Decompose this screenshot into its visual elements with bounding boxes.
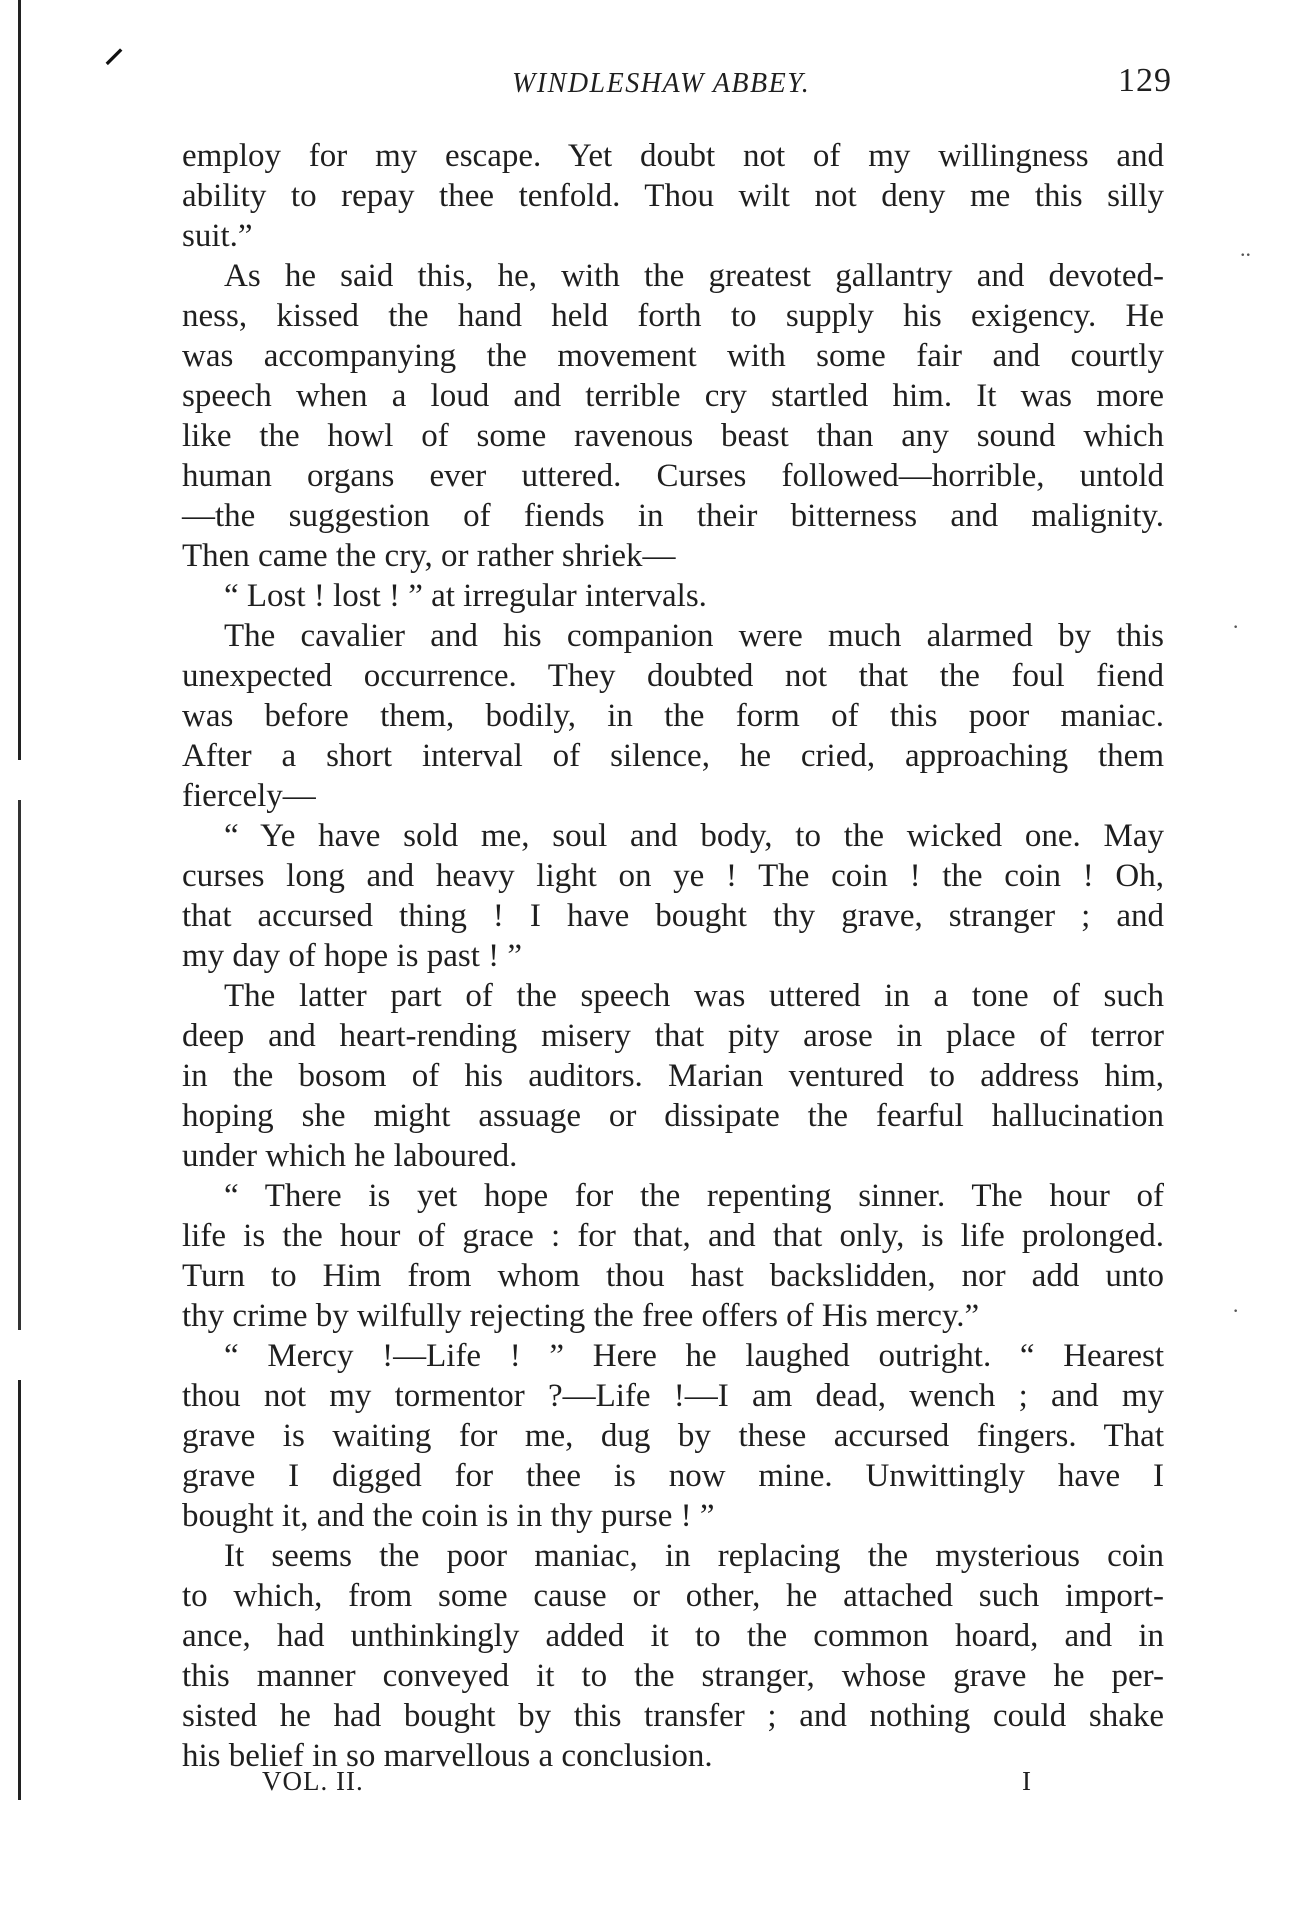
text-line: hoping she might assuage or dissipate the fearful hallucination: [182, 1098, 1164, 1134]
text-line: Turn to Him from whom thou hast backslidden, nor add unto: [182, 1258, 1164, 1294]
text-line: to which, from some cause or other, he attached such import-: [182, 1578, 1164, 1614]
text-line: —the suggestion of fiends in their bitterness and malignity.: [182, 498, 1164, 534]
text-line: was accompanying the movement with some fair and courtly: [182, 338, 1164, 374]
text-line: “ Ye have sold me, soul and body, to the wicked one. May: [224, 818, 1164, 854]
body-text: [182, 136, 1164, 1776]
volume-label: VOL. II.: [262, 1766, 364, 1796]
text-line: life is the hour of grace : for that, and that only, is life prolonged.: [182, 1218, 1164, 1254]
paragraph: [182, 816, 1164, 976]
text-line: under which he laboured.: [182, 1138, 518, 1174]
text-line: curses long and heavy light on ye ! The coin ! the coin ! Oh,: [182, 858, 1164, 894]
page-header: [182, 62, 1172, 112]
text-line: bought it, and the coin is in thy purse ! ”: [182, 1498, 715, 1534]
text-line: this manner conveyed it to the stranger, whose grave he per-: [182, 1658, 1164, 1694]
corner-mark: ⸝: [104, 25, 124, 70]
text-line: Then came the cry, or rather shriek—: [182, 538, 676, 574]
text-line: human organs ever uttered. Curses followed—horrible, untold: [182, 458, 1164, 494]
text-line: The latter part of the speech was uttered in a tone of such: [224, 978, 1164, 1014]
paragraph: [182, 136, 1164, 256]
paragraph: [182, 1176, 1164, 1336]
text-line: ability to repay thee tenfold. Thou wilt not deny me this silly: [182, 178, 1164, 214]
margin-mark: ·: [1232, 614, 1240, 639]
text-line: The cavalier and his companion were much alarmed by this: [224, 618, 1164, 654]
text-line: employ for my escape. Yet doubt not of my willingness and: [182, 138, 1164, 174]
text-line: grave I digged for thee is now mine. Unwittingly have I: [182, 1458, 1164, 1494]
text-line: “ Lost ! lost ! ” at irregular intervals.: [224, 578, 707, 614]
page-number: 129: [1118, 62, 1172, 99]
paragraph: [182, 1336, 1164, 1536]
text-line: his belief in so marvellous a conclusion.: [182, 1738, 713, 1774]
text-line: After a short interval of silence, he cried, approaching them: [182, 738, 1164, 774]
page-footer: [182, 1766, 1164, 1806]
paragraph: [182, 1536, 1164, 1776]
text-line: thy crime by wilfully rejecting the free offers of His mercy.”: [182, 1298, 980, 1334]
text-line: that accursed thing ! I have bought thy grave, stranger ; and: [182, 898, 1164, 934]
text-line: It seems the poor maniac, in replacing the mysterious coin: [224, 1538, 1164, 1574]
text-line: my day of hope is past ! ”: [182, 938, 523, 974]
text-line: unexpected occurrence. They doubted not that the foul fiend: [182, 658, 1164, 694]
text-line: in the bosom of his auditors. Marian ventured to address him,: [182, 1058, 1164, 1094]
text-line: suit.”: [182, 218, 253, 254]
text-line: “ Mercy !—Life ! ” Here he laughed outright. “ Hearest: [224, 1338, 1164, 1374]
text-line: thou not my tormentor ?—Life !—I am dead, wench ; and my: [182, 1378, 1164, 1414]
margin-mark: ·: [1232, 1298, 1240, 1323]
signature-mark: I: [1022, 1766, 1032, 1796]
text-line: speech when a loud and terrible cry startled him. It was more: [182, 378, 1164, 414]
paragraph: [182, 616, 1164, 816]
running-title: WINDLESHAW ABBEY.: [512, 68, 811, 99]
text-line: deep and heart-rending misery that pity arose in place of terror: [182, 1018, 1164, 1054]
margin-mark: ..: [1240, 236, 1251, 261]
text-line: As he said this, he, with the greatest gallantry and devoted-: [224, 258, 1164, 294]
paragraph: [182, 576, 1164, 616]
text-line: “ There is yet hope for the repenting sinner. The hour of: [224, 1178, 1164, 1214]
text-line: was before them, bodily, in the form of this poor maniac.: [182, 698, 1164, 734]
paragraph: [182, 976, 1164, 1176]
paragraph: [182, 256, 1164, 576]
text-line: like the howl of some ravenous beast than any sound which: [182, 418, 1164, 454]
text-line: ance, had unthinkingly added it to the common hoard, and in: [182, 1618, 1164, 1654]
text-line: sisted he had bought by this transfer ; and nothing could shake: [182, 1698, 1164, 1734]
text-line: ness, kissed the hand held forth to supply his exigency. He: [182, 298, 1164, 334]
text-line: grave is waiting for me, dug by these accursed fingers. That: [182, 1418, 1164, 1454]
text-line: fiercely—: [182, 778, 316, 814]
binding-edge: [18, 0, 21, 1920]
